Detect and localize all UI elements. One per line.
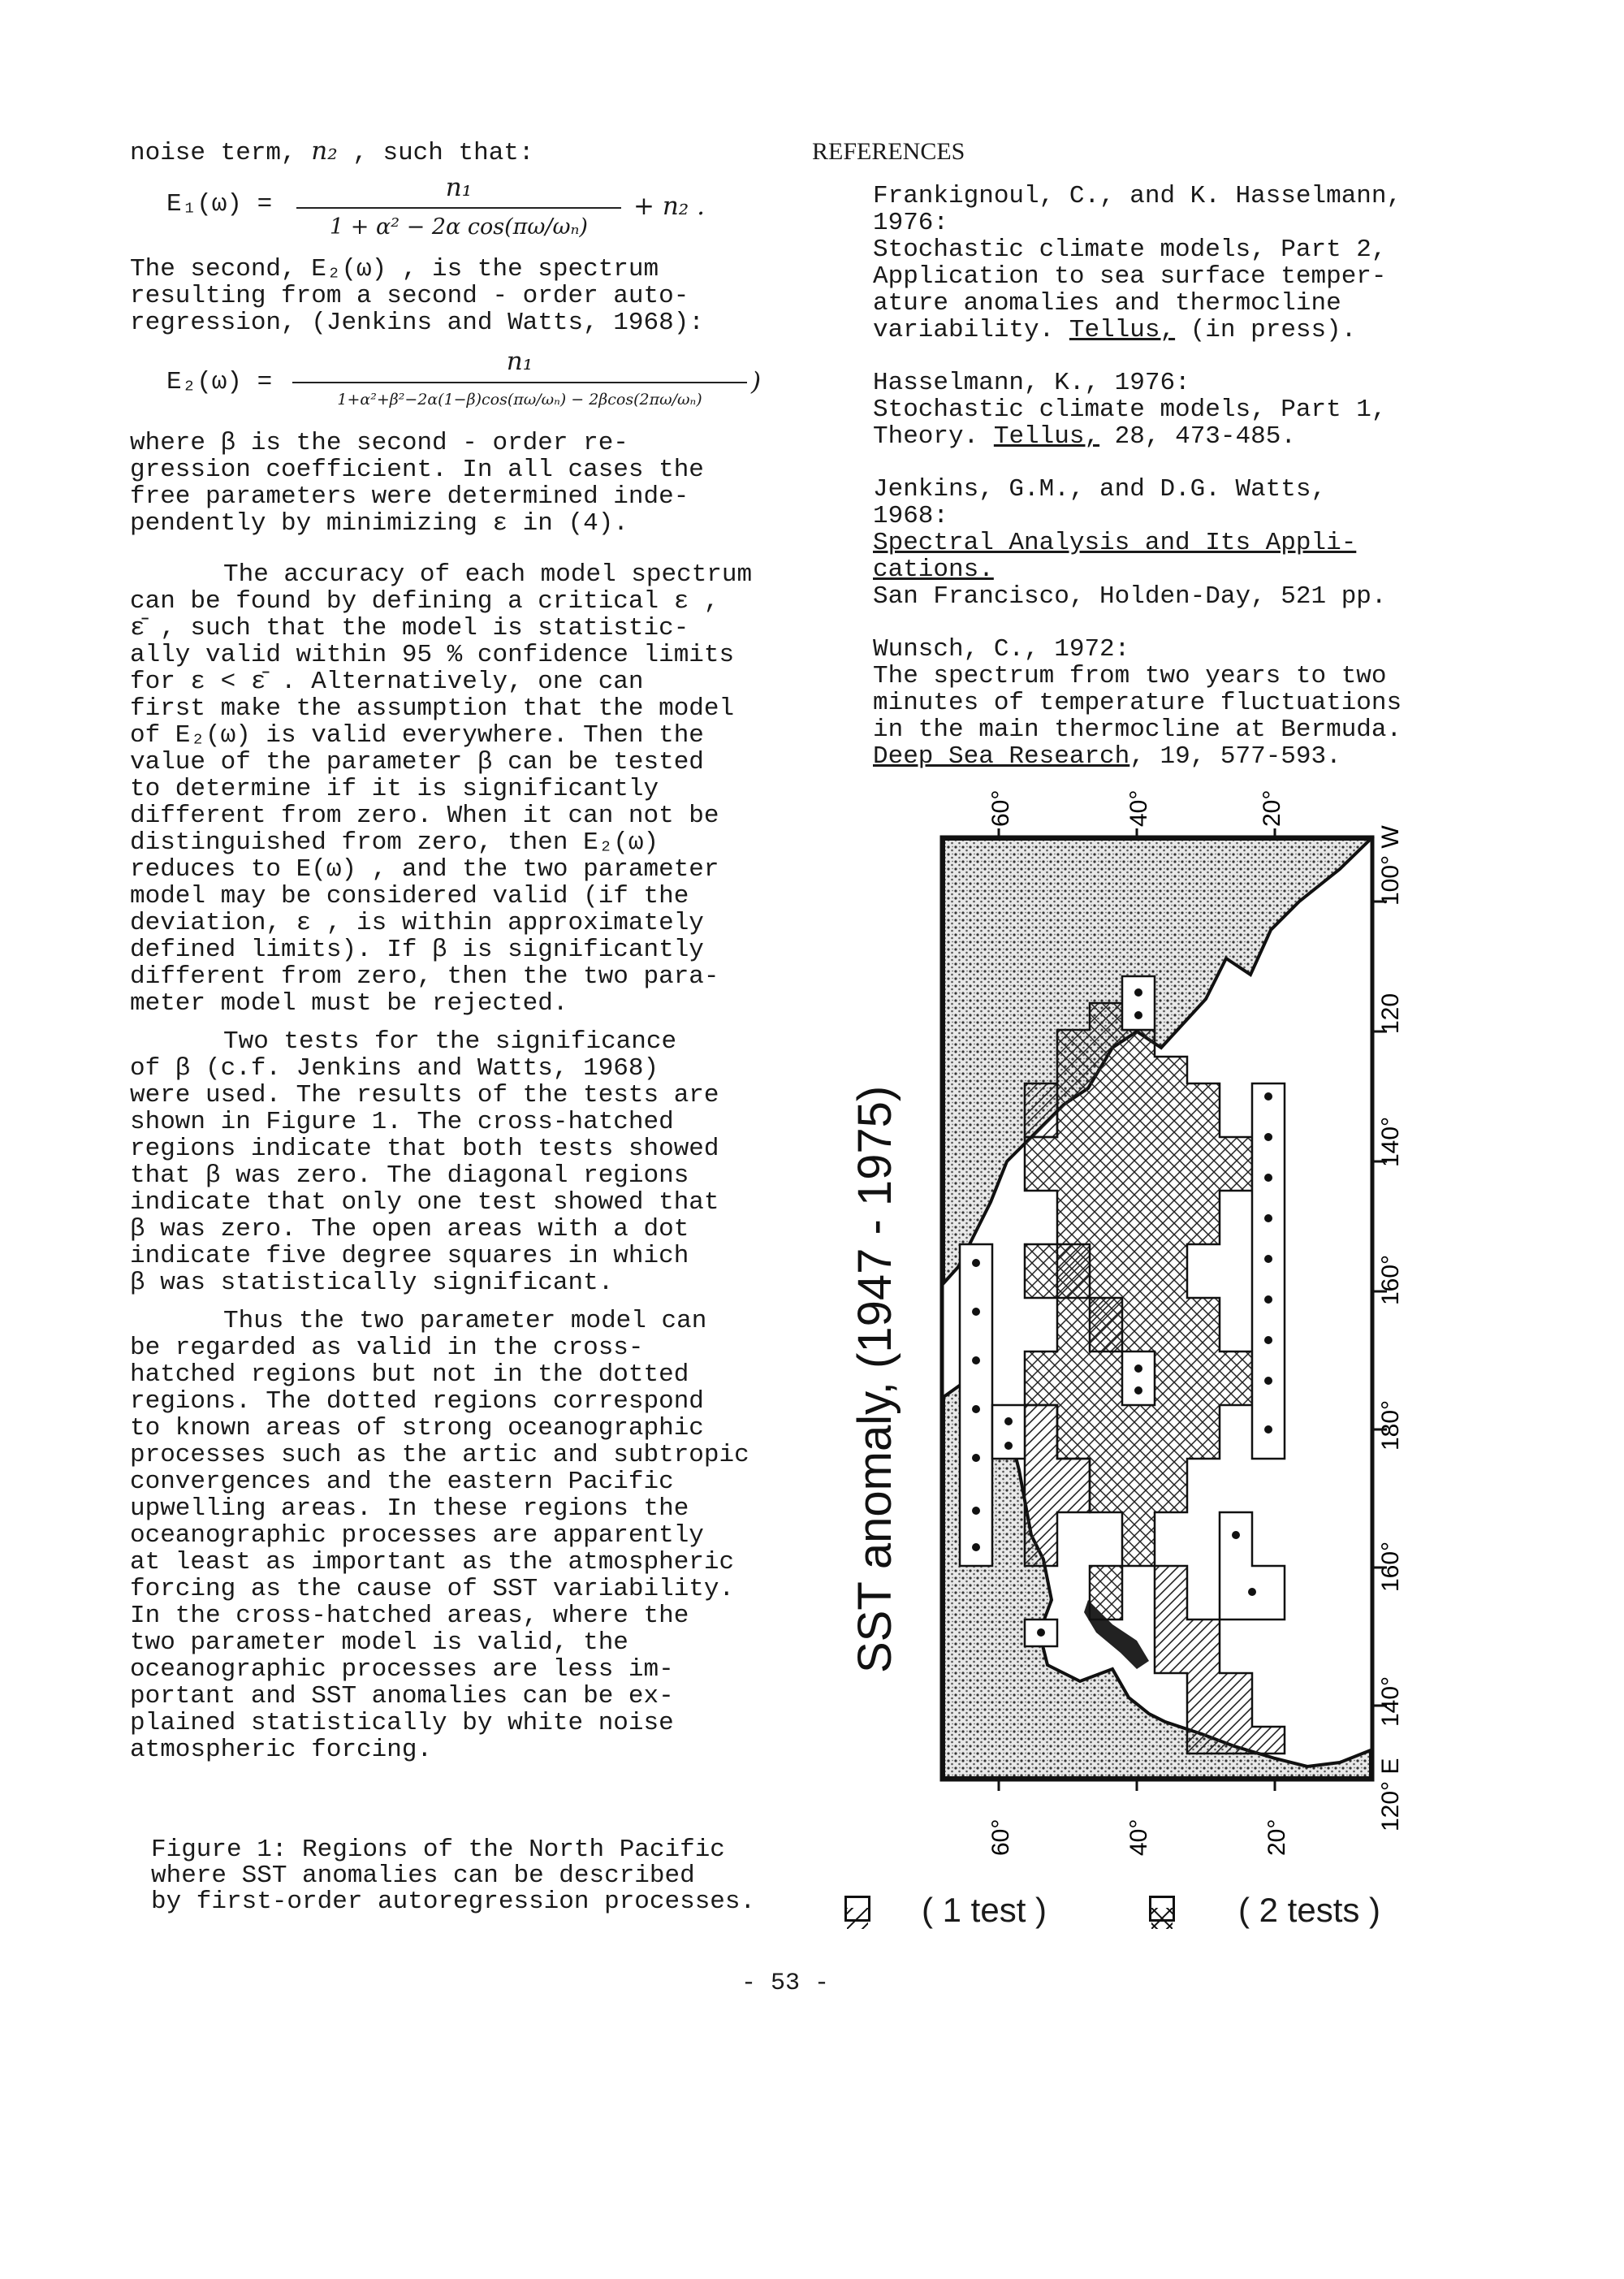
para-thus: Thus the two parameter model can be regarded as valid in the cross- hatched regions but not in the dotted regions. The dotted regions correspond to known areas of strong oceanographic processes such as the artic and subtropic convergences and the eastern Pacific upwelling areas. In these regions the oceanographic processes are apparently at least as important as the atmospheric forcing as the cause of SST variability. In the cross-hatched areas, where the two parameter model is valid, the oceanographic processes are less im- portant and SST anomalies can be ex- plained statistically by white noise atmospheric forcing. — [130, 1307, 749, 1764]
lon-label-100w: 100° W — [1377, 825, 1404, 906]
lat-label-top-40: 40° — [1125, 789, 1152, 827]
lat-label-bottom-60: 60° — [987, 1818, 1014, 1856]
lon-label-140: 140° — [1377, 1116, 1404, 1167]
lon-label-160e: 160° — [1377, 1541, 1404, 1592]
legend-label-one-test: ( 1 test ) — [922, 1891, 1047, 1929]
eq1-tail: + n₂ . — [633, 192, 705, 221]
page-number: - 53 - — [741, 1970, 830, 1997]
left-column — [130, 138, 804, 1763]
lat-label-top-60: 60° — [987, 789, 1014, 827]
region-dotted-north — [1122, 976, 1155, 1030]
legend-swatch-diagonal — [844, 1896, 870, 1922]
eq2-numerator: n₁ — [506, 347, 533, 376]
lon-label-120: 120 — [1377, 992, 1404, 1034]
legend-swatch-cross — [1149, 1896, 1175, 1922]
references-column — [812, 138, 1458, 796]
eq1-fraction-bar — [296, 207, 621, 209]
reference-frankignoul: Frankignoul, C., and K. Hasselmann, 1976: Stochastic climate models, Part 2, Application to sea surface temper- ature anomalies and thermocline variability. Tellus, (in press). — [873, 182, 1402, 344]
equation-e2 — [130, 344, 804, 430]
lat-label-bottom-40: 40° — [1125, 1818, 1152, 1856]
para-second: The second, E₂(ω) , is the spectrum resulting from a second - order auto- regression, (Jenkins and Watts, 1968): — [130, 255, 704, 337]
lon-label-160w: 160° — [1377, 1254, 1404, 1305]
lon-label-120e: 120° E — [1377, 1758, 1404, 1831]
lat-label-bottom-20: 20° — [1263, 1818, 1290, 1856]
figure-caption: Figure 1: Regions of the North Pacific where SST anomalies can be described by first-order autoregression processes. — [151, 1836, 756, 1916]
equation-e1 — [130, 166, 804, 256]
para-tests: Two tests for the significance of β (c.f. Jenkins and Watts, 1968) were used. The results of the tests are shown in Figure 1. The cross-hatched regions indicate that both tests showed that β was zero. The diagonal regions indicate that only one test showed that β was zero. The open areas with a dot indicate five degree squares in which β was statistically significant. — [130, 1027, 719, 1297]
eq1-numerator: n₁ — [445, 173, 473, 202]
reference-hasselmann: Hasselmann, K., 1976: Stochastic climate models, Part 1, Theory. Tellus, 28, 473-485. — [873, 369, 1387, 451]
references-heading: REFERENCES — [812, 138, 965, 165]
eq2-denominator: 1+α²+β²−2α(1−β)cos(πω/ωₙ) − 2βcos(2πω/ωₙ) — [337, 391, 702, 409]
para-accuracy: The accuracy of each model spectrum can be found by defining a critical ε , ε̄ , such that the model is statistic- ally valid within 95 % confidence limits for ε < ε̄ . Alternatively, one can first make the assumption that the model of E₂(ω) is valid everywhere. Then the value of the parameter β can be tested to determine if it is significantly different from zero. When it can not be distinguished from zero, then E₂(ω) reduces to E(ω) , and the two parameter model may be considered valid (if the deviation, ε , is within approximately defined limits). If β is significantly different from zero, then the two para- meter model must be rejected. — [130, 560, 753, 1018]
eq2-tail: ) — [751, 367, 762, 396]
noise-symbol: n₂ — [311, 136, 338, 166]
eq2-fraction-bar — [292, 382, 747, 383]
figure-title: SST anomaly, (1947 - 1975) — [849, 1085, 901, 1673]
lon-label-140e: 140° — [1377, 1676, 1404, 1727]
eq1-label: E₁(ω) = — [166, 190, 273, 218]
legend-label-two-tests: ( 2 tests ) — [1238, 1891, 1381, 1929]
para-where: where β is the second - order re- gression coefficient. In all cases the free parameters were determined inde- pendently by minimizing ε in (4). — [130, 429, 704, 538]
eq2-label: E₂(ω) = — [166, 368, 273, 396]
reference-jenkins: Jenkins, G.M., and D.G. Watts, 1968: Spectral Analysis and Its Appli- cations. San Francisco, Holden-Day, 521 pp. — [873, 475, 1387, 611]
lat-label-top-20: 20° — [1259, 789, 1285, 827]
lon-label-180: 180° — [1377, 1399, 1404, 1451]
intro-line: noise term, n₂ , such that: — [130, 136, 534, 167]
figure-legend — [844, 1891, 1429, 1940]
reference-wunsch: Wunsch, C., 1972: The spectrum from two years to two minutes of temperature fluctuations in the main thermocline at Bermuda. Deep Sea Research, 19, 577-593. — [873, 635, 1402, 771]
eq1-denominator: 1 + α² − 2α cos(πω/ωₙ) — [330, 214, 588, 240]
sst-anomaly-map — [844, 780, 1462, 1884]
cross-hatch-icon — [1151, 1908, 1173, 1929]
diagonal-hatch-icon — [847, 1908, 868, 1929]
